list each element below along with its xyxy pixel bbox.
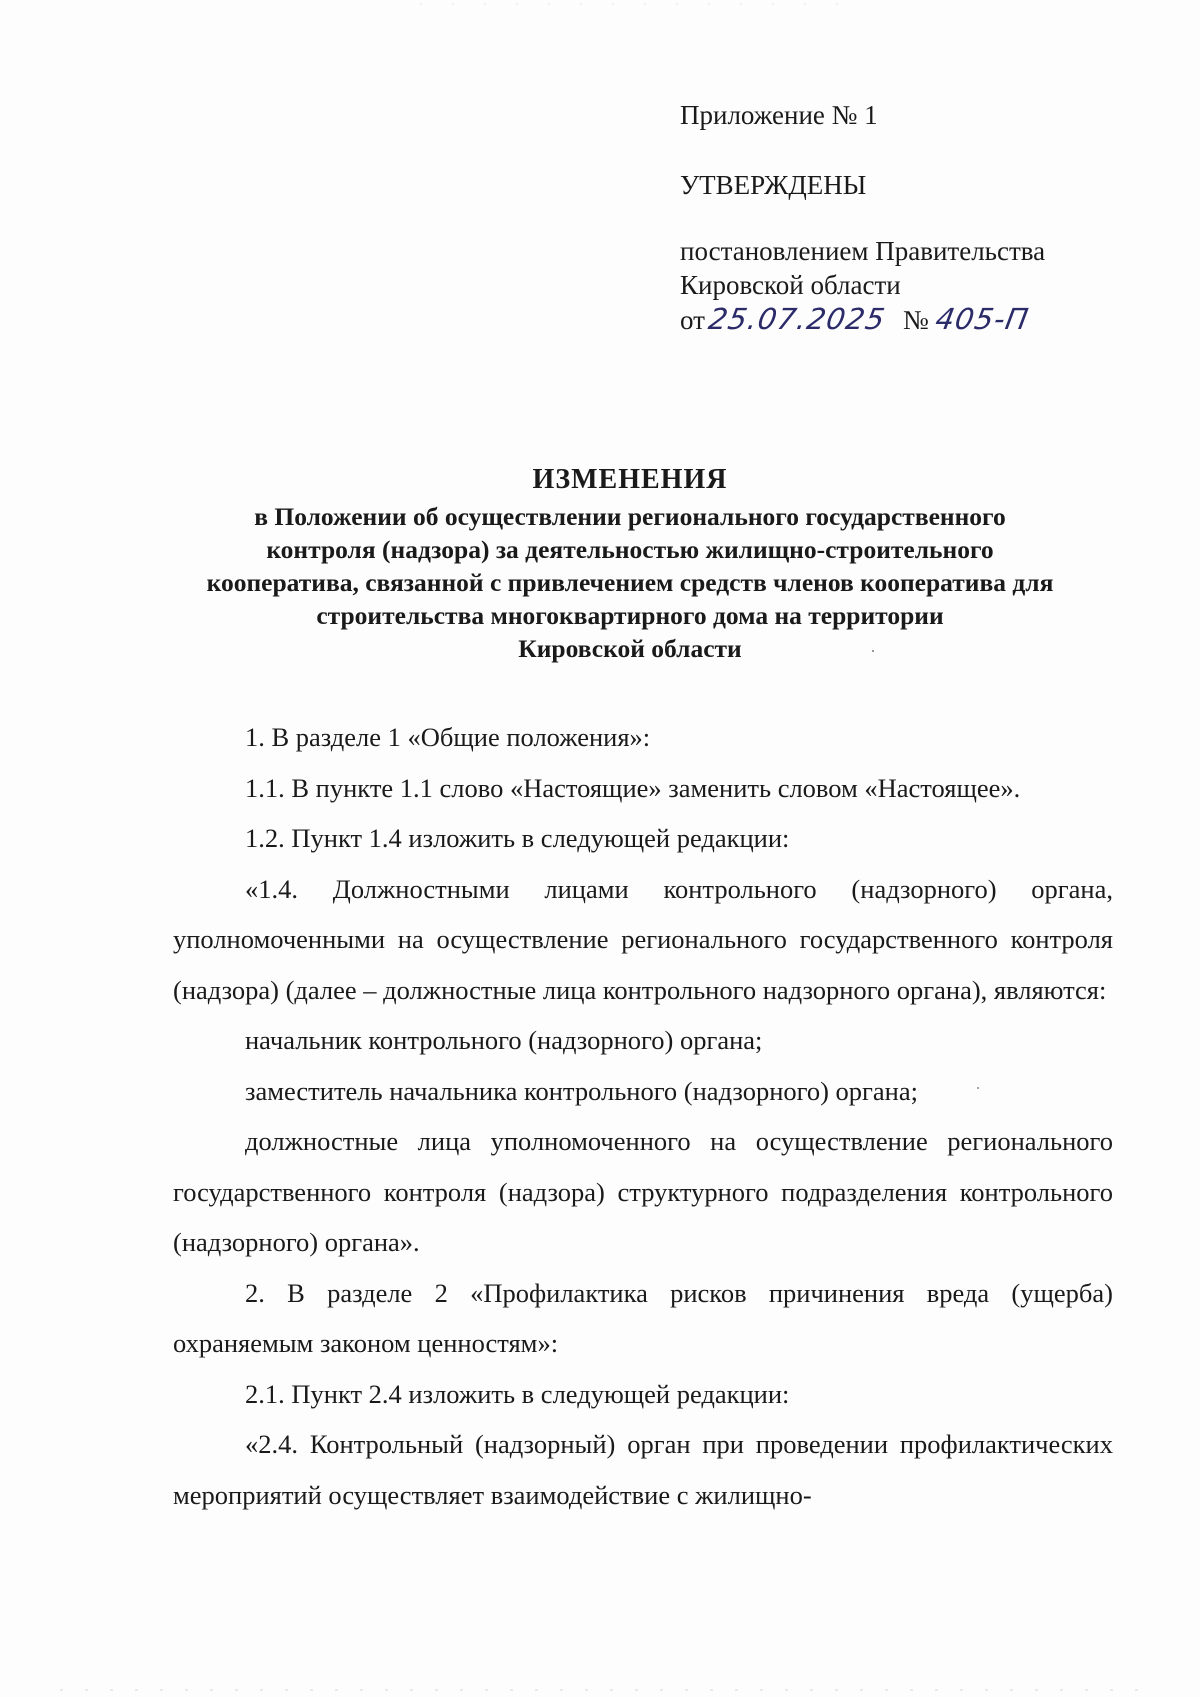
document-body	[173, 712, 1113, 1520]
subtitle-line: кооператива, связанной с привлечением средств членов кооператива для	[206, 568, 1054, 597]
subtitle-line: Кировской области	[518, 634, 742, 663]
appendix-label: Приложение № 1	[680, 100, 878, 130]
date-number-line	[680, 302, 1140, 337]
handwritten-number: 405-П	[932, 302, 1032, 336]
paragraph: «1.4. Должностными лицами контрольного (надзорного) органа, уполномоченными на осуществление регионального государственного контроля (надзора) (далее – должностные лица контрольного надзорного органа), являются:	[173, 873, 1113, 1005]
paragraph: заместитель начальника контрольного (надзорного) органа;	[245, 1075, 918, 1106]
subtitle-line: строительства многоквартирного дома на территории	[316, 601, 944, 630]
approved-label: УТВЕРЖДЕНЫ	[680, 170, 867, 200]
document-subtitle	[150, 500, 1110, 665]
resolution-line-2: Кировской области	[680, 270, 901, 300]
paragraph: 1. В разделе 1 «Общие положения»:	[245, 722, 651, 752]
subtitle-line: контроля (надзора) за деятельностью жилищно-строительного	[266, 535, 994, 564]
paragraph: должностные лица уполномоченного на осуществление регионального государственного контроля (надзора) структурного подразделения контрольного (надзорного) органа».	[173, 1126, 1113, 1257]
paragraph: 1.2. Пункт 1.4 изложить в следующей редакции:	[245, 823, 790, 853]
paragraph: 2.1. Пункт 2.4 изложить в следующей редакции:	[245, 1378, 790, 1409]
paragraph: «2.4. Контрольный (надзорный) орган при проведении профилактических мероприятий осуществляет взаимодействие с жилищно-	[173, 1429, 1113, 1510]
subtitle-line: в Положении об осуществлении регионального государственного	[254, 502, 1006, 531]
resolution-line-1: постановлением Правительства	[680, 236, 1046, 266]
document-title: ИЗМЕНЕНИЯ	[532, 464, 728, 495]
approval-block	[680, 98, 1140, 337]
paragraph: 1.1. В пункте 1.1 слово «Настоящие» заменить словом «Настоящее».	[245, 772, 1021, 803]
handwritten-date: 25.07.2025	[705, 302, 888, 336]
number-prefix: №	[903, 305, 929, 335]
paragraph: начальник контрольного (надзорного) органа;	[245, 1025, 763, 1055]
document-title-block	[150, 462, 1110, 665]
date-prefix: от	[680, 305, 705, 335]
paragraph: 2. В разделе 2 «Профилактика рисков причинения вреда (ущерба) охраняемым законом ценностям»:	[173, 1277, 1113, 1358]
